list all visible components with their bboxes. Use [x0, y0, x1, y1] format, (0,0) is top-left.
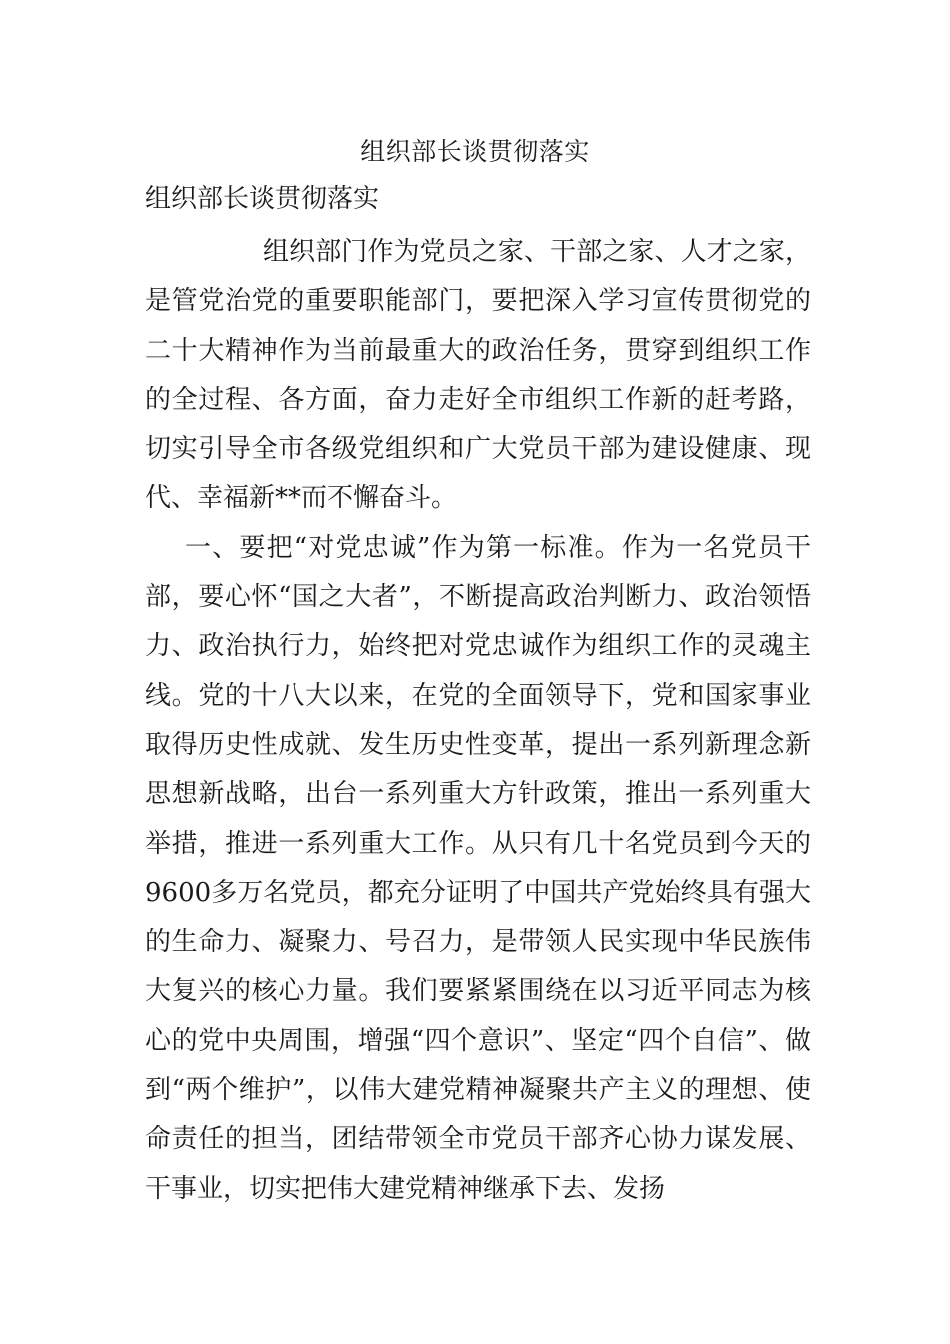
document-body: [145, 228, 811, 1214]
document-title: 组织部长谈贯彻落实: [360, 137, 590, 166]
document-subtitle: 组织部长谈贯彻落实: [145, 184, 380, 214]
paragraph-intro: 组织部门作为党员之家、干部之家、人才之家，是管党治党的重要职能部门，要把深入学习宣传贯彻党的二十大精神作为当前最重大的政治任务，贯穿到组织工作的全过程、各方面，奋力走好全市组织工作新的赶考路，切实引导全市各级党组织和广大党员干部为建设健康、现代、幸福新**而不懈奋斗。: [145, 237, 811, 514]
paragraph-section-one: 一、要把“对党忠诚”作为第一标准。作为一名党员干部，要心怀“国之大者”，不断提高政治判断力、政治领悟力、政治执行力，始终把对党忠诚作为组织工作的灵魂主线。党的十八大以来，在党的全面领导下，党和国家事业取得历史性成就、发生历史性变革，提出一系列新理念新思想新战略，出台一系列重大方针政策，推出一系列重大举措，推进一系列重大工作。从只有几十名党员到今天的9600多万名党员，都充分证明了中国共产党始终具有强大的生命力、凝聚力、号召力，是带领人民实现中华民族伟大复兴的核心力量。我们要紧紧围绕在以习近平同志为核心的党中央周围，增强“四个意识”、坚定“四个自信”、做到“两个维护”，以伟大建党精神凝聚共产主义的理想、使命责任的担当，团结带领全市党员干部齐心协力谋发展、干事业，切实把伟大建党精神继承下去、发扬: [145, 532, 811, 1204]
